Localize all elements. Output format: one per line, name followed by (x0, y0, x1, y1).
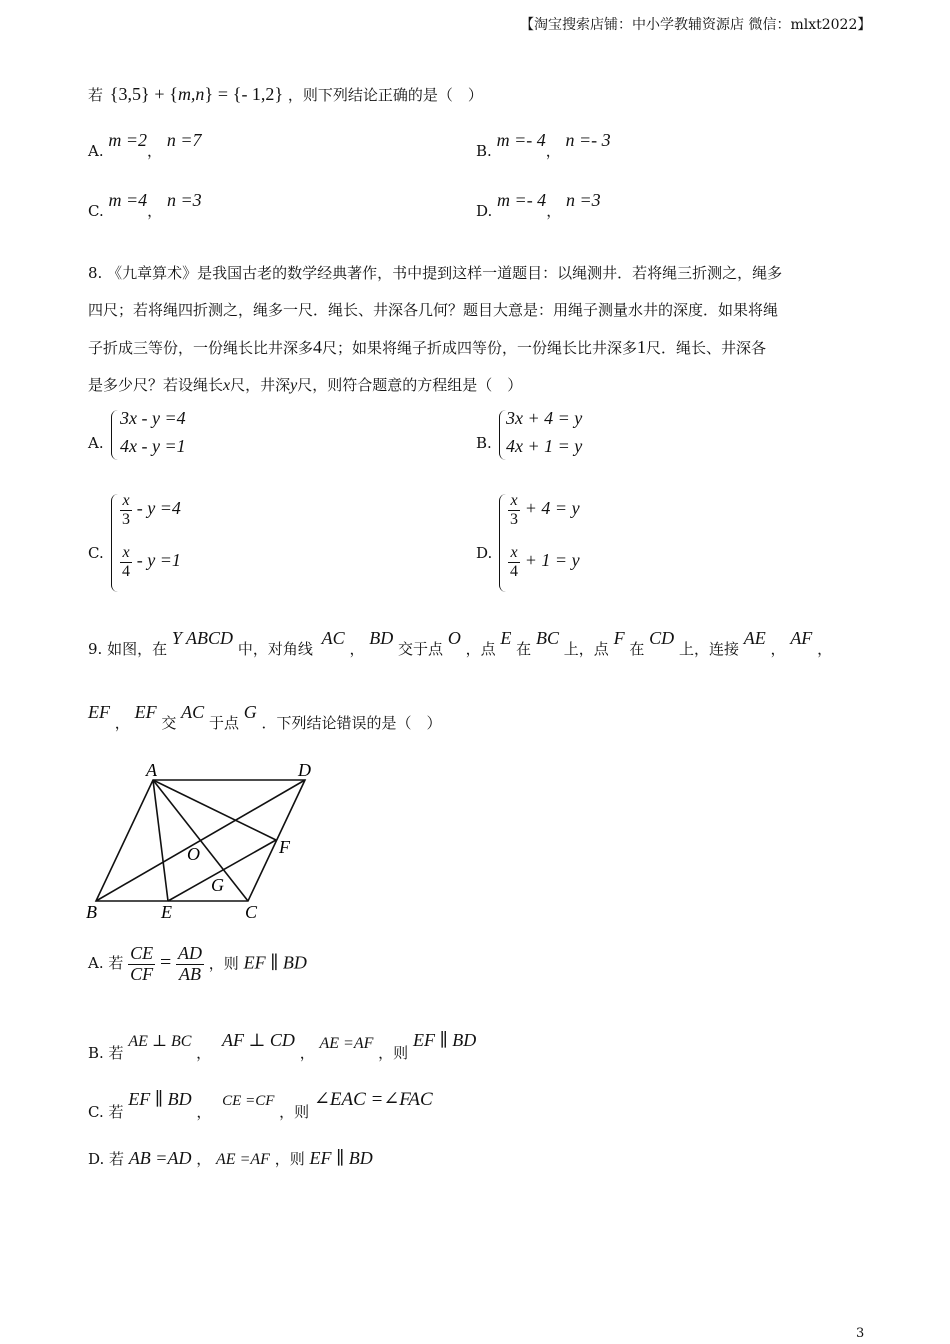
label-c: C (245, 902, 258, 922)
q7-option-d[interactable]: D. m =- 4， n =3 (476, 190, 601, 220)
label-f: F (279, 837, 290, 857)
shop-header: 【淘宝搜索店铺：中小学教辅资源店 微信：mlxt2022】 (520, 17, 872, 33)
parallelogram-figure (80, 758, 330, 928)
q9-option-b[interactable]: B. 若 AE ⊥ BC ， AF ⊥ CD ， AE =AF ，则 EF ∥ BD (88, 1030, 477, 1062)
brace-icon (111, 494, 118, 592)
q7-stem: 若 {3,5} + {m,n} = {- 1,2} ，则下列结论正确的是（ ） (88, 84, 483, 104)
q7-option-b[interactable]: B. m =- 4， n =- 3 (476, 130, 611, 160)
label-a: A (146, 760, 157, 780)
q8-line3: 子折成三等份，一份绳长比井深多4尺；如果将绳子折成四等份，一份绳长比井深多1尺．绳长、井深各 (88, 337, 767, 357)
q9-line2: EF ， EF 交 AC 于点 G ．下列结论错误的是（ ） (88, 702, 442, 732)
q7-set1: 3,5 (118, 84, 141, 104)
q7-eq: = (217, 84, 229, 104)
brace-icon (499, 410, 506, 460)
label-e: E (161, 902, 172, 922)
brace-icon (111, 410, 118, 460)
q9-option-c[interactable]: C. 若 EF ∥ BD ， CE =CF ，则 ∠EAC =∠FAC (88, 1089, 433, 1121)
q9-option-a[interactable]: A. 若 $\frac{CE}{CF}$ = $\frac{AD}{AB}$ ，则 EF ∥ BD (88, 943, 307, 984)
q7-set2: m,n (177, 84, 205, 104)
q7-option-a[interactable]: A. m =2， n =7 (88, 130, 202, 160)
brace-icon (499, 494, 506, 592)
q8-line1: 8. 《九章算术》是我国古老的数学经典著作，书中提到这样一道题目：以绳测井．若将绳三折测之，绳多 (88, 264, 783, 282)
q9-line1: 9. 如图，在 Y ABCD 中，对角线 AC ， BD 交于点 O ，点 E 在 BC 上，点 F 在 CD 上，连接 AE ， AF ， (88, 628, 833, 658)
q7-option-c[interactable]: C. m =4， n =3 (88, 190, 202, 220)
q7-set3: - 1,2 (241, 84, 275, 104)
q7-stem-text: ，则下列结论正确的是（ ） (287, 86, 483, 104)
label-o: O (187, 844, 200, 864)
label-g: G (211, 875, 224, 895)
label-d: D (298, 760, 311, 780)
segment-af (153, 780, 276, 840)
q8-line2: 四尺；若将绳四折测之，绳多一尺．绳长、井深各几何？题目大意是：用绳子测量水井的深度．如果将绳 (88, 301, 779, 319)
q8-line4: 是多少尺？若设绳长x尺，井深y尺，则符合题意的方程组是（ ） (88, 376, 523, 394)
page-number: 3 (856, 1326, 865, 1341)
segment-ae (153, 780, 168, 901)
q7-prefix: 若 (88, 86, 104, 104)
q9-option-d[interactable]: D. 若 AB =AD ， AE =AF ，则 EF ∥ BD (88, 1148, 373, 1168)
q7-plus: + (154, 84, 165, 104)
label-b: B (86, 902, 97, 922)
